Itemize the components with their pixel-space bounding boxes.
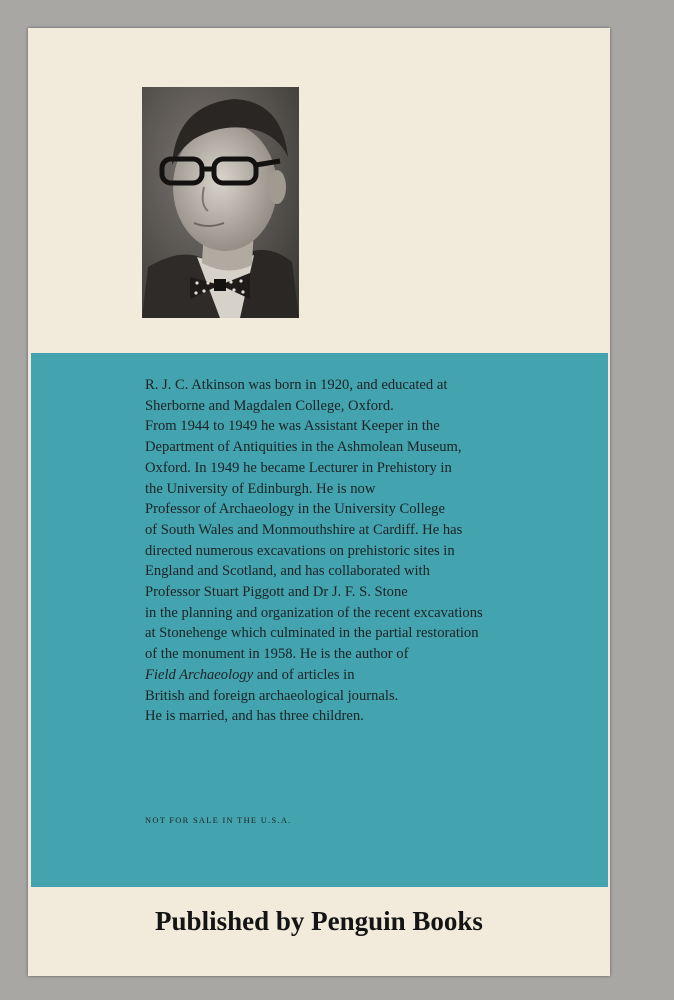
sale-notice: NOT FOR SALE IN THE U.S.A.: [145, 816, 292, 825]
bio-line: Professor of Archaeology in the University College: [145, 501, 445, 518]
publisher-line: Published by Penguin Books: [155, 906, 483, 936]
author-portrait: [142, 87, 299, 318]
bio-line: British and foreign archaeological journals.: [145, 687, 399, 704]
bio-line: Professor Stuart Piggott and Dr J. F. S. Stone: [145, 584, 408, 601]
bio-line: of the monument in 1958. He is the author of: [145, 646, 409, 663]
bio-line: R. J. C. Atkinson was born in 1920, and educated at: [145, 377, 448, 393]
bio-line: directed numerous excavations on prehistoric sites in: [145, 542, 455, 559]
author-portrait-image: [142, 87, 299, 318]
bio-line: the University of Edinburgh. He is now: [145, 480, 376, 497]
author-biography: [145, 375, 575, 727]
bio-line: at Stonehenge which culminated in the partial restoration: [145, 625, 479, 642]
bio-line: Oxford. In 1949 he became Lecturer in Prehistory in: [145, 459, 452, 476]
book-title: Field Archaeology: [145, 666, 254, 683]
bio-line: Department of Antiquities in the Ashmolean Museum,: [145, 439, 462, 456]
bio-line: in the planning and organization of the recent excavations: [145, 604, 483, 621]
bio-line-book: [145, 665, 575, 686]
book-title-suffix: and of articles in: [253, 666, 355, 683]
bio-line: From 1944 to 1949 he was Assistant Keeper in the: [145, 418, 440, 435]
book-back-cover: [28, 28, 610, 976]
bio-line: of South Wales and Monmouthshire at Cardiff. He has: [145, 521, 463, 538]
bio-line: Sherborne and Magdalen College, Oxford.: [145, 397, 394, 414]
bio-line: He is married, and has three children.: [145, 708, 364, 725]
biography-panel: [31, 353, 608, 887]
bio-line: England and Scotland, and has collaborated with: [145, 563, 430, 580]
